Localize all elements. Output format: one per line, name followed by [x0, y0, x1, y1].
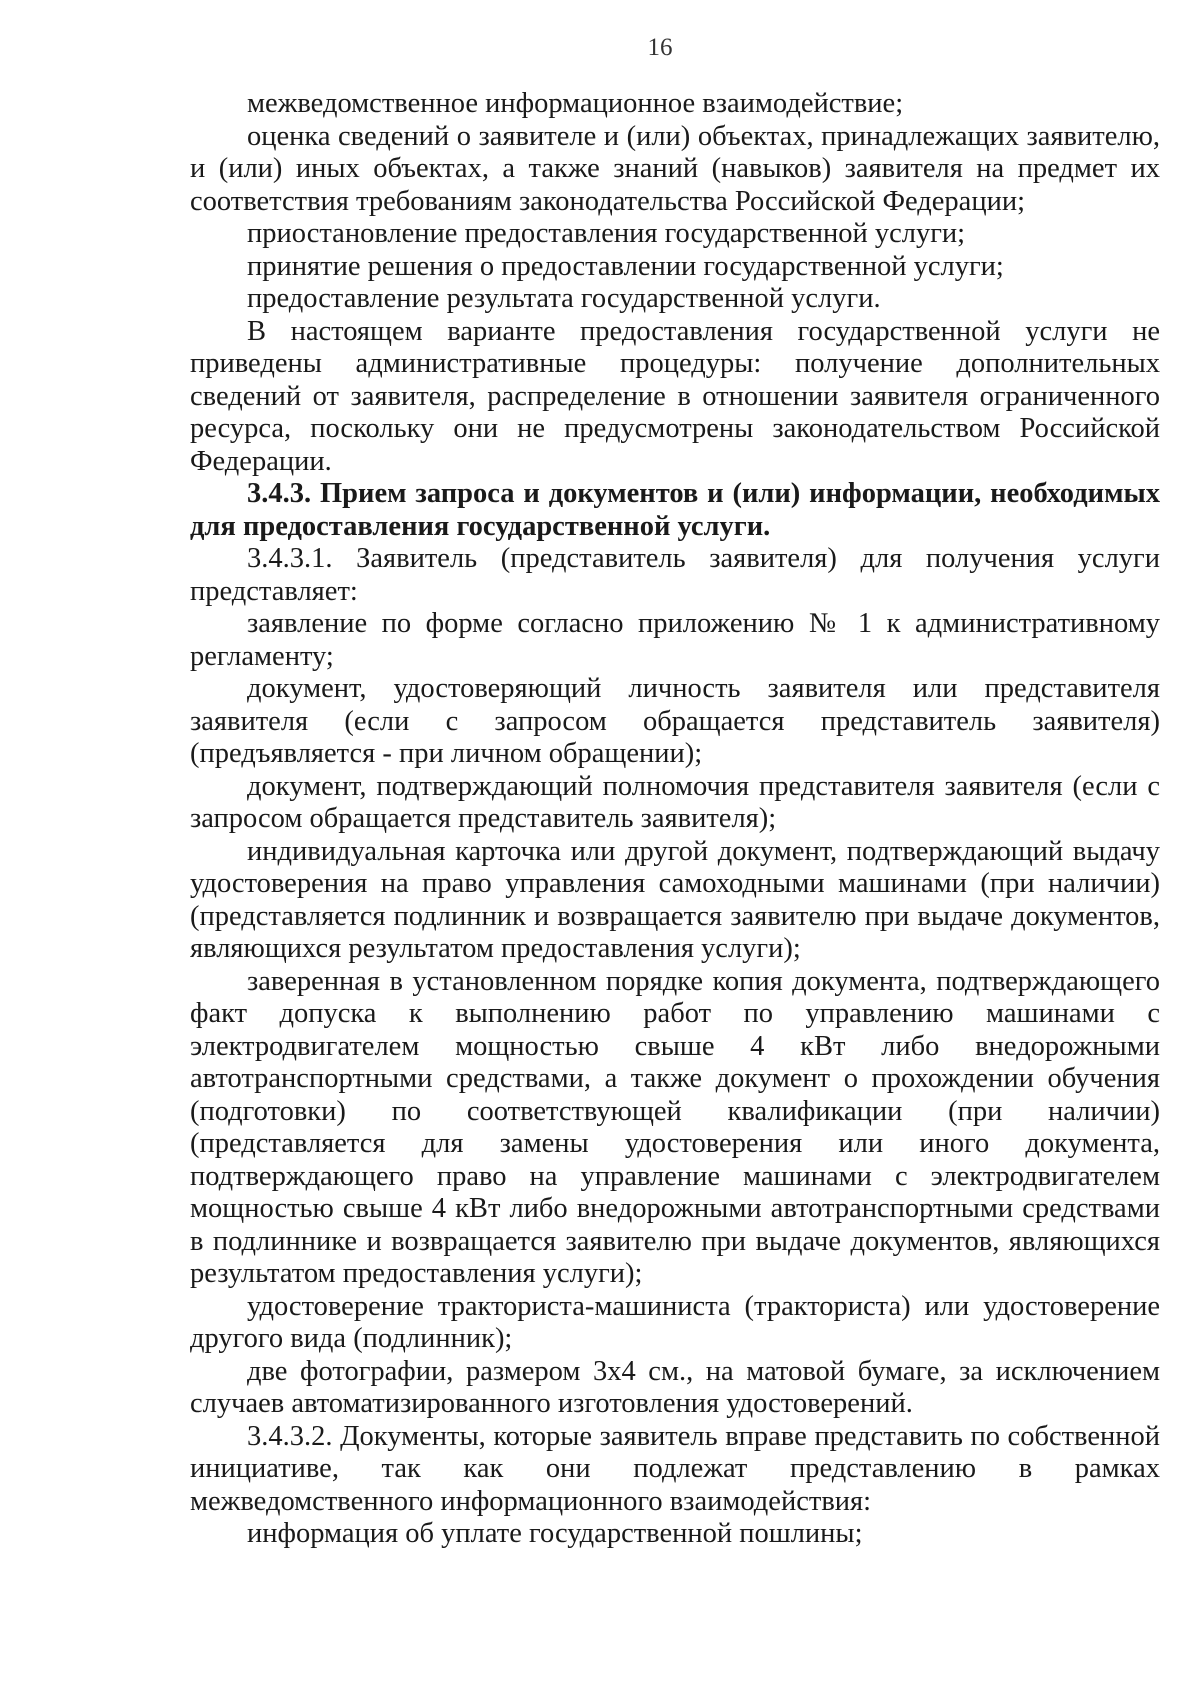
paragraph-omitted-procedures: В настоящем варианте предоставления государственной услуги не приведены административные процедуры: получение дополнительных сведений от заявителя, распределение в отношении заявителя ограниченного ресурса, поскольку они не предусмотрены законодательством Российской Федерации.	[190, 315, 1160, 477]
document-body	[190, 88, 1160, 1551]
paragraph-result: предоставление результата государственной услуги.	[247, 283, 881, 314]
paragraph-3-4-3-2: 3.4.3.2. Документы, которые заявитель вправе представить по собственной инициативе, так как они подлежат представлению в рамках межведомственного информационного взаимодействия:	[190, 1420, 1160, 1517]
list-item-state-fee: информация об уплате государственной пошлины;	[247, 1518, 863, 1549]
list-item-tractor-license: удостоверение тракториста-машиниста (тракториста) или удостоверение другого вида (подлинник);	[190, 1290, 1160, 1354]
paragraph-decision: принятие решения о предоставлении государственной услуги;	[247, 250, 1004, 282]
section-heading-3-4-3: 3.4.3. Прием запроса и документов и (или) информации, необходимых для предоставления государственной услуги.	[190, 478, 1160, 542]
list-item-photos: две фотографии, размером 3х4 см., на матовой бумаге, за исключением случаев автоматизированного изготовления удостоверений.	[190, 1355, 1160, 1419]
paragraph-suspension: приостановление предоставления государственной услуги;	[247, 218, 966, 249]
paragraph-3-4-3-1: 3.4.3.1. Заявитель (представитель заявителя) для получения услуги представляет:	[190, 543, 1160, 607]
list-item-individual-card: индивидуальная карточка или другой документ, подтверждающий выдачу удостоверения на право управления самоходными машинами (при наличии) (представляется подлинник и возвращается заявителю при выдаче документов, являющихся результатом предоставления услуги);	[190, 835, 1160, 964]
list-item-certified-copy: заверенная в установленном порядке копия документа, подтверждающего факт допуска к выполнению работ по управлению машинами с электродвигателем мощностью свыше 4 кВт либо внедорожными автотранспортными средствами, а также документ о прохождении обучения (подготовки) по соответствующей квалификации (при наличии) (представляется для замены удостоверения или иного документа, подтверждающего право на управление машинами с электродвигателем мощностью свыше 4 кВт либо внедорожными автотранспортными средствами в подлиннике и возвращается заявителю при выдаче документов, являющихся результатом предоставления услуги);	[190, 965, 1160, 1289]
paragraph-interagency-interaction: межведомственное информационное взаимодействие;	[247, 88, 904, 119]
list-item-identity-document: документ, удостоверяющий личность заявителя или представителя заявителя (если с запросом обращается представитель заявителя) (предъявляется - при личном обращении);	[190, 673, 1160, 769]
list-item-authority-document: документ, подтверждающий полномочия представителя заявителя (если с запросом обращается представитель заявителя);	[190, 770, 1160, 834]
paragraph-applicant-assessment: оценка сведений о заявителе и (или) объектах, принадлежащих заявителю, и (или) иных объектах, а также знаний (навыков) заявителя на предмет их соответствия требованиям законодательства Российской Федерации;	[190, 120, 1160, 217]
list-item-application: заявление по форме согласно приложению № 1 к административному регламенту;	[190, 608, 1160, 672]
page-number: 16	[647, 34, 673, 61]
